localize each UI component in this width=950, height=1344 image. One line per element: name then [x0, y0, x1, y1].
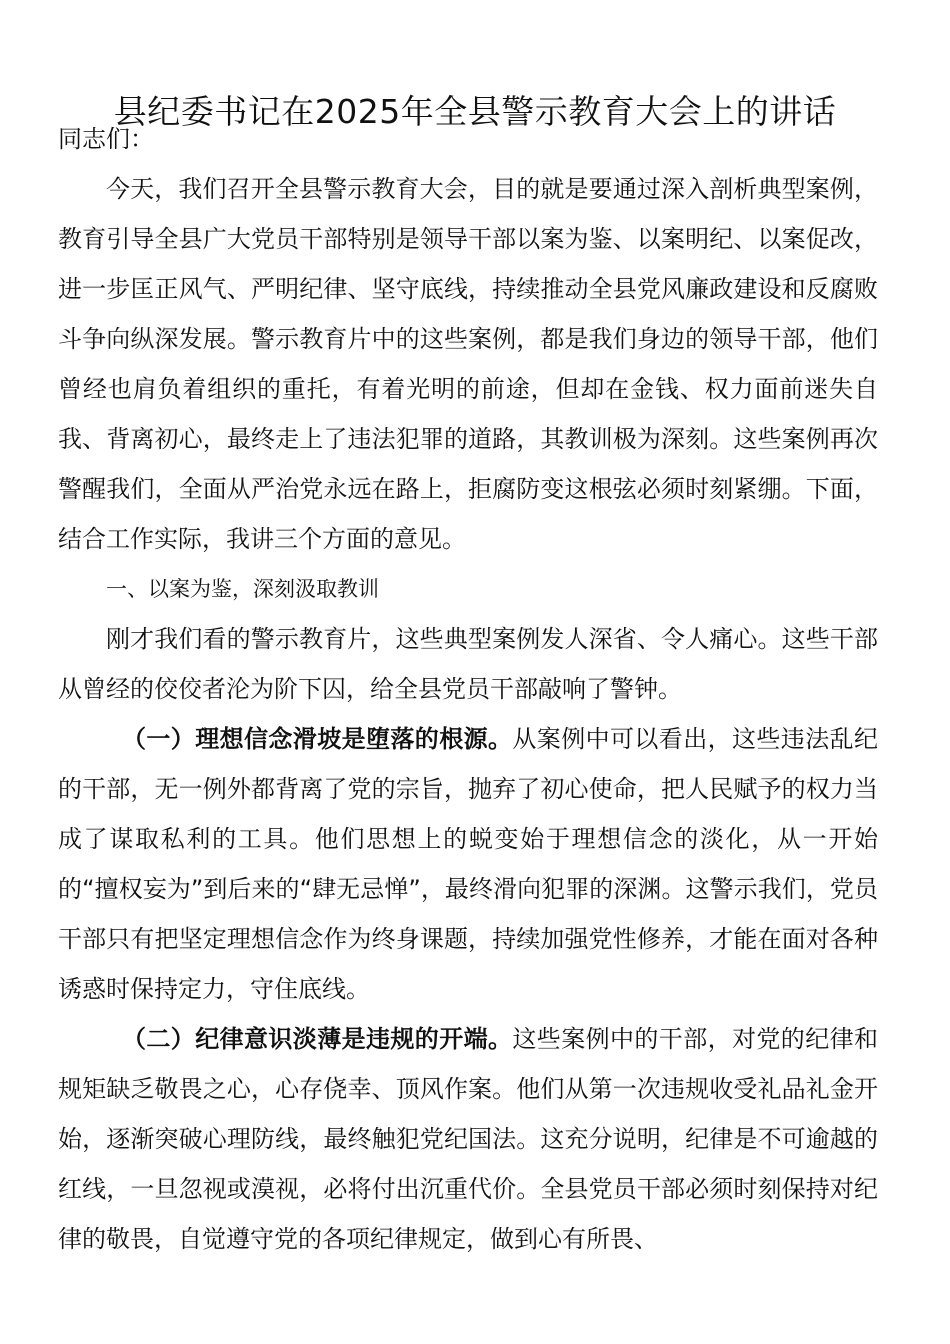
point-2-lead: （二）纪律意识淡薄是违规的开端。	[122, 1025, 513, 1053]
point-1-lead: （一）理想信念滑坡是堕落的根源。	[122, 725, 513, 753]
document-title: 县纪委书记在2025年全县警示教育大会上的讲话	[113, 92, 837, 132]
paragraph-section1-intro: 刚才我们看的警示教育片，这些典型案例发人深省、令人痛心。这些干部从曾经的佼佼者沦为阶下囚，给全县党员干部敲响了警钟。	[58, 625, 878, 703]
paragraph-point-2	[58, 1014, 878, 1264]
point-1-body: 从案例中可以看出，这些违法乱纪的干部，无一例外都背离了党的宗旨，抛弃了初心使命，把人民赋予的权力当成了谋取私利的工具。他们思想上的蜕变始于理想信念的淡化，从一开始的“擅权妄为”到后来的“肆无忌惮”，最终滑向犯罪的深渊。这警示我们，党员干部只有把坚定理想信念作为终身课题，持续加强党性修养，才能在面对各种诱惑时保持定力，守住底线。	[58, 725, 879, 1003]
point-2-body: 这些案例中的干部，对党的纪律和规矩缺乏敬畏之心，心存侥幸、顶风作案。他们从第一次违规收受礼品礼金开始，逐渐突破心理防线，最终触犯党纪国法。这充分说明，纪律是不可逾越的红线，一旦忽视或漠视，必将付出沉重代价。全县党员干部必须时刻保持对纪律的敬畏，自觉遵守党的各项纪律规定，做到心有所畏、	[58, 1025, 879, 1253]
paragraph-point-1	[58, 714, 878, 1014]
document-body	[58, 114, 878, 1264]
section-heading-1: 一、以案为鉴，深刻汲取教训	[106, 577, 379, 601]
salutation: 同志们：	[58, 125, 154, 153]
paragraph-intro: 今天，我们召开全县警示教育大会，目的就是要通过深入剖析典型案例，教育引导全县广大党员干部特别是领导干部以案为鉴、以案明纪、以案促改，进一步匡正风气、严明纪律、坚守底线，持续推动全县党风廉政建设和反腐败斗争向纵深发展。警示教育片中的这些案例，都是我们身边的领导干部，他们曾经也肩负着组织的重托，有着光明的前途，但却在金钱、权力面前迷失自我、背离初心，最终走上了违法犯罪的道路，其教训极为深刻。这些案例再次警醒我们，全面从严治党永远在路上，拒腐防变这根弦必须时刻紧绷。下面，结合工作实际，我讲三个方面的意见。	[58, 175, 878, 553]
